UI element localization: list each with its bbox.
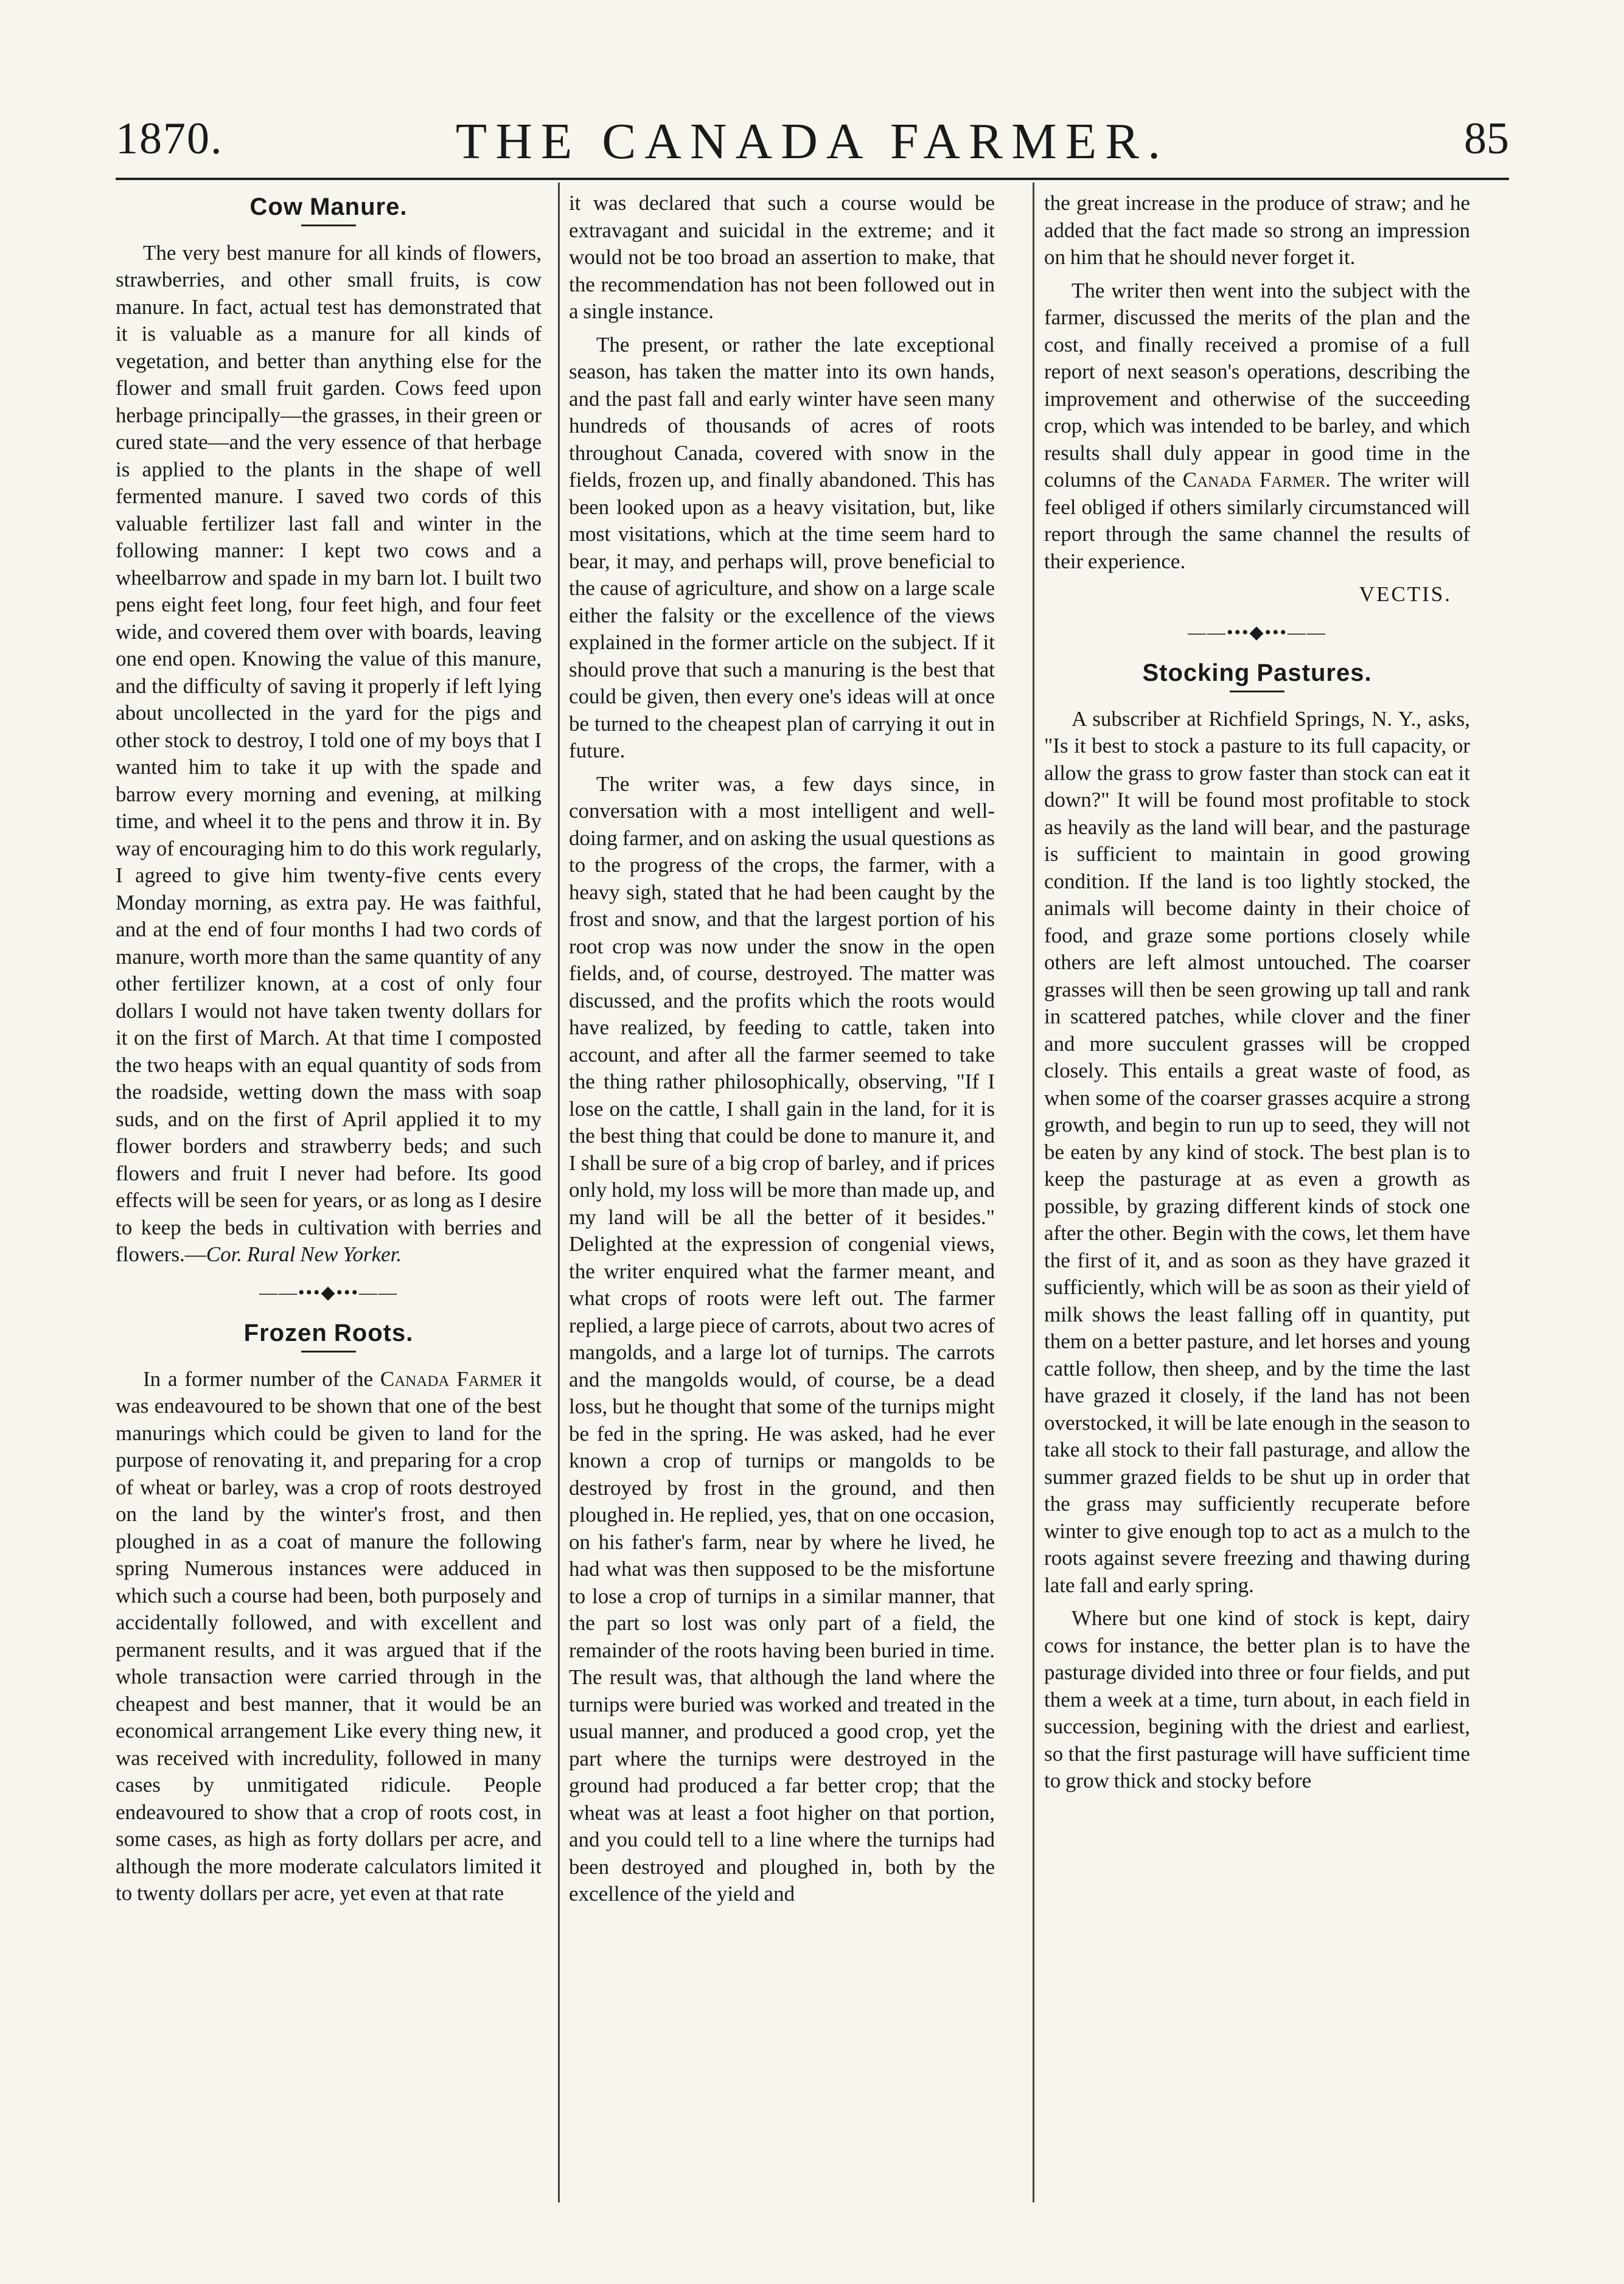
article-paragraph: The writer was, a few days since, in conversation with a most intelligent and well-doing farmer, and on asking the usual questions as to the progress of the crops, the farmer, with a heavy sigh, stated that he had been caught by the frost and snow, and that the largest portion of his root crop was now under the snow in the open fields, and, of course, destroyed. The matter was discussed, and the profits which the roots would have realized, by feeding to cattle, taken into account, and after all the farmer seemed to take the thing rather philosophically, observing, "If I lose on the cattle, I shall gain in the land, for it is the best thing that could be done to manure it, and I shall be sure of a big crop of barley, and if prices only hold, my loss will be more than made up, and my land will be all the better of it besides." Delighted at the expression of congenial views, the writer enquired what the farmer meant, and what crops of roots were left out. The farmer replied, a large piece of carrots, about two acres of mangolds, and a large lot of turnips. The carrots and the mangolds would, of course, be a dead loss, but he thought that some of the turnips might be fed in the spring. He was asked, had he ever known a crop of turnips or mangolds to be destroyed by frost in the ground, and then ploughed in. He replied, yes, that on one occasion, on his father's farm, near by where he lived, he had what was then supposed to be the misfortune to lose a crop of turnips in a similar manner, that the part so lost was only part of a field, the remainder of the roots having been buried in time. The result was, that although the land where the turnips were buried was worked and treated in the usual manner, and produced a good crop, yet the part where the turnips were destroyed in the ground had produced a far better crop; that the wheat was at least a foot higher on that portion, and you could tell to a line where the turnips had been destroyed and ploughed in, both by the excellence of the yield and bbox=[569, 771, 995, 1906]
article-paragraph bbox=[116, 1366, 542, 1907]
article-paragraph: it was declared that such a course would be extravagant and suicidal in the extreme; and it would not be too broad an assertion to make, that the recommendation has not been followed out in a single instance. bbox=[569, 191, 995, 323]
paragraph-text: The writer then went into the subject with the farmer, discussed the merits of the plan and the cost, and finally received a promise of a full report of next season's operations, describing the improvement and otherwise of the succeeding crop, which was intended to be barley, and which results shall duly appear in good time in the columns of the bbox=[1044, 278, 1470, 492]
newspaper-title: THE CANADA FARMER. bbox=[455, 113, 1169, 170]
article-paragraph: the great increase in the produce of straw; and he added that the fact made so strong an impression on him that he should never forget it. bbox=[1044, 191, 1470, 269]
column-2 bbox=[569, 190, 995, 1914]
article-heading-frozen-roots: Frozen Roots. bbox=[243, 1320, 414, 1346]
paragraph-text: it was endeavoured to be shown that one of the best manurings which could be given to land for the purpose of renovating it, and preparing for a crop of wheat or barley, was a crop of roots destroyed on the land by the winter's frost, and then ploughed in as a coat of manure the following spring Numerous instances were adduced in which such a course had been, both purposely and accidentally followed, and with excellent and permanent results, and it was argued that if the whole transaction were carried through in the cheapest and best manner, that it would be an economical arrangement Like every thing new, it was received with incredulity, followed in many cases by unmitigated ridicule. People endeavoured to show that a crop of roots cost, in some cases, as high as forty dollars per acre, and although the more moderate calculators limited it to twenty dollars per acre, yet even at that rate bbox=[116, 1367, 542, 1905]
issue-year: 1870. bbox=[116, 114, 223, 164]
column-divider-2 bbox=[1033, 183, 1034, 2202]
article-paragraph: A subscriber at Richfield Springs, N. Y., asks, "Is it best to stock a pasture to its full capacity, or allow the grass to grow faster than stock can eat it down?" It will be found most profitable to stock as heavily as the land will bear, and the pasturage is sufficient to maintain in good growing condition. If the land is too lightly stocked, the animals will become dainty in their choice of food, and graze some portions closely while others are left almost untouched. The coarser grasses will then be seen growing up tall and rank in scattered patches, while clover and the finer and more succulent grasses will be cropped closely. This entails a great waste of food, as when some of the coarser grasses acquire a strong growth, and begin to run up to seed, they will not be eaten by any kind of stock. The best plan is to keep the pasturage at as even a growth as possible, by grazing different kinds of stock one after the other. Begin with the cows, let them have the first of it, and as soon as they have grazed it sufficiently, which will be as soon as their yield of milk shows the least falling off in quantity, put them on a better pasture, and let horses and young cattle follow, then sheep, and by the time the last have grazed it closely, if the land has not been overstocked, it will be late enough in the season to take all stock to their fall pasturage, and allow the summer grazed fields to be shut up in order that the grass may sufficiently recuperate before winter to give enough top to act as a mulch to the roots against severe freezing and thawing during late fall and early spring. bbox=[1044, 706, 1470, 1597]
column-divider-1 bbox=[558, 183, 560, 2202]
heading-rule bbox=[301, 1351, 356, 1353]
section-ornament: ——•••◆•••—— bbox=[259, 1282, 399, 1303]
author-signature: VECTIS. bbox=[1359, 582, 1452, 606]
column-3 bbox=[1044, 190, 1470, 1801]
article-credit: Cor. Rural New Yorker. bbox=[206, 1242, 402, 1266]
paragraph-text: In a former number of the bbox=[143, 1367, 380, 1391]
page-number: 85 bbox=[1464, 114, 1509, 164]
publication-name: Canada Farmer bbox=[1182, 468, 1326, 492]
column-1 bbox=[116, 190, 542, 1913]
masthead bbox=[116, 107, 1509, 168]
publication-name: Canada Farmer bbox=[380, 1367, 523, 1391]
article-paragraph bbox=[1044, 277, 1470, 576]
article-heading-cow-manure: Cow Manure. bbox=[249, 193, 408, 220]
heading-rule bbox=[1230, 691, 1284, 692]
article-paragraph: Where but one kind of stock is kept, dairy cows for instance, the better plan is to have the pasturage divided into three or four fields, and put them a week at a time, turn about, in each field in succession, begining with the driest and earliest, so that the first pasturage will have sufficient time to grow thick and stocky before bbox=[1044, 1606, 1470, 1792]
article-heading-stocking-pastures: Stocking Pastures. bbox=[1142, 660, 1372, 686]
section-ornament: ——•••◆•••—— bbox=[1187, 622, 1327, 642]
article-paragraph bbox=[116, 240, 542, 1269]
article-paragraph: The present, or rather the late exceptional season, has taken the matter into its own hands, and the past fall and early winter have seen many hundreds of thousands of acres of roots throughout Canada, covered with snow in the fields, frozen up, and finally abandoned. This has been looked upon as a heavy visitation, but, like most visitations, which at the time seem hard to bear, it may, and perhaps will, prove beneficial to the cause of agriculture, and show on a large scale either the falsity or the excellence of the views explained in the former article on the subject. If it should prove that such a manuring is the best that could be given, then every one's ideas will at once be turned to the cheapest plan of carrying it out in future. bbox=[569, 332, 995, 762]
paragraph-text: The very best manure for all kinds of flowers, strawberries, and other small fruits, is cow manure. In fact, actual test has demonstrated that it is valuable as a manure for all kinds of vegetation, and better than anything else for the flower and small fruit garden. Cows feed upon herbage principally—the grasses, in their green or cured state—and the very essence of that herbage is applied to the plants in the shape of well fermented manure. I saved two cords of this valuable fertilizer last fall and winter in the following manner: I kept two cows and a wheelbarrow and spade in my barn lot. I built two pens eight feet long, four feet high, and four feet wide, and covered them over with boards, leaving one end open. Knowing the value of this manure, and the difficulty of saving it properly if left lying about uncollected in the yard for the pigs and other stock to destroy, I told one of my boys that I wanted him to take it up with the spade and barrow every morning and evening, at milking time, and wheel it to the pens and throw it in. By way of encouraging him to do this work regularly, I agreed to give him twenty-five cents every Monday morning, as extra pay. He was faithful, and at the end of four months I had two cords of manure, worth more than the same quantity of any other fertilizer known, at a cost of only four dollars I would not have taken twenty dollars for it on the first of March. At that time I composted the two heaps with an equal quantity of sods from the roadside, wetting down the mass with soap suds, and on the first of April applied it to my flower borders and strawberry beds; and such flowers and fruit I never had before. Its good effects will be seen for years, or as long as I desire to keep the beds in cultivation with berries and flowers.— bbox=[116, 240, 542, 1266]
heading-rule bbox=[301, 225, 356, 226]
header-rule bbox=[116, 178, 1509, 180]
paragraph-text: . The writer will feel obliged if others similarly circumstanced will report through the same channel the results of their experience. bbox=[1044, 468, 1470, 573]
